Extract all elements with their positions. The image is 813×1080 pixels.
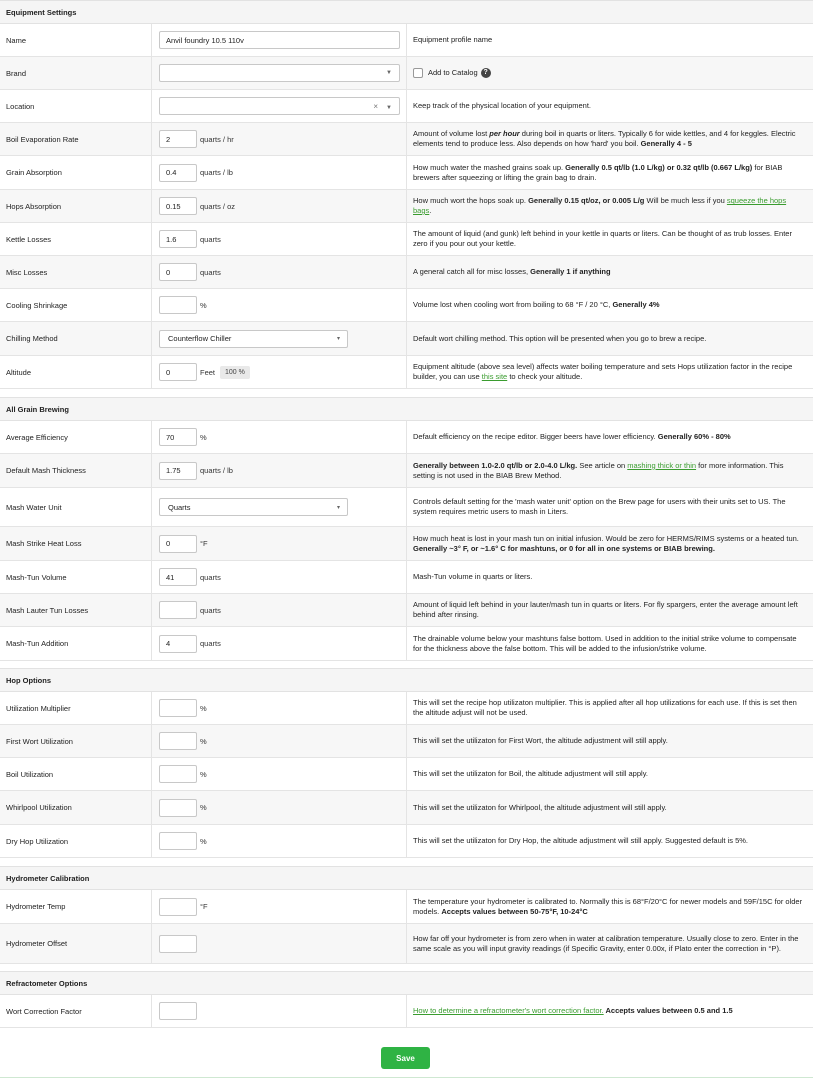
row-name [0, 24, 813, 57]
hydrometer-offset-input[interactable] [159, 935, 197, 953]
desc-mash-tun-volume: Mash-Tun volume in quarts or liters. [413, 572, 533, 582]
desc-lauter-losses: Amount of liquid left behind in your lauter/mash tun in quarts or liters. For fly spargers, enter the average amount left behind after rinsing. [413, 600, 798, 619]
label-name: Name [0, 24, 152, 56]
brand-select[interactable] [159, 64, 400, 82]
row-chilling-method [0, 322, 813, 356]
desc-average-efficiency: Default efficiency on the recipe editor. Bigger beers have lower efficiency. Generally 60% - 80% [413, 432, 731, 442]
average-efficiency-input[interactable]: 70 [159, 428, 197, 446]
help-icon[interactable]: ? [481, 68, 491, 78]
boil-evaporation-input[interactable]: 2 [159, 130, 197, 148]
desc-utilization-multiplier: This will set the recipe hop utilizaton multiplier. This is applied after all hop utilizations for each use. If this is set then the altitude adjust will not be used. [413, 698, 797, 717]
chevron-down-icon: ▼ [386, 70, 392, 76]
desc-altitude: Equipment altitude (above sea level) affects water boiling temperature and sets Hops utilization factor in the recipe builder, you can use this site to check your altitude. [413, 362, 793, 381]
row-kettle-losses: Kettle Losses 1.6 quarts The amount of liquid (and gunk) left behind in your kettle in quarts or liters. Can be thought of as trub losses. Enter zero if you pour out your kettle. [0, 223, 813, 256]
desc-mash-water-unit: Controls default setting for the 'mash water unit' option on the Brew page for users with their units set to US. The system requires metric users to mash in Liters. [413, 497, 786, 516]
misc-losses-input[interactable]: 0 [159, 263, 197, 281]
section-refractometer-options: Refractometer Options [0, 971, 813, 995]
label-boil-evaporation: Boil Evaporation Rate [0, 123, 152, 155]
desc-chilling-method: Default wort chilling method. This option will be presented when you go to brew a recipe. [413, 333, 707, 343]
desc-dry-hop-utilization: This will set the utilizaton for Dry Hop, the altitude adjustment will still apply. Suggested default is 5%. [413, 836, 749, 846]
label-hydrometer-temp: Hydrometer Temp [0, 890, 152, 923]
row-lauter-losses: Mash Lauter Tun Losses quarts Amount of liquid left behind in your lauter/mash tun in quarts or liters. For fly spargers, enter the average amount left behind after rinsing. [0, 594, 813, 627]
wort-correction-link[interactable]: How to determine a refractometer's wort correction factor. [413, 1006, 604, 1016]
label-chilling-method: Chilling Method [0, 322, 152, 355]
row-misc-losses: Misc Losses 0 quarts A general catch all for misc losses, Generally 1 if anything [0, 256, 813, 289]
chevron-down-icon: ▾ [336, 336, 340, 342]
desc-hydrometer-offset: How far off your hydrometer is from zero when in water at calibration temperature. Usually close to zero. Enter in the same scale as you will input gravity readings (if Specific Gravity, enter 0.00x, if Plato enter the correction in °P). [413, 933, 799, 953]
mash-water-unit-select[interactable]: Quarts ▾ [159, 498, 348, 516]
add-to-catalog-label: Add to Catalog [428, 68, 478, 78]
row-cooling-shrinkage: Cooling Shrinkage % Volume lost when cooling wort from boiling to 68 °F / 20 °C, Generally 4% [0, 289, 813, 322]
hops-absorption-input[interactable]: 0.15 [159, 197, 197, 215]
row-average-efficiency: Average Efficiency 70 % Default efficiency on the recipe editor. Bigger beers have lower efficiency. Generally 60% - 80% [0, 421, 813, 454]
desc-boil-evaporation: Amount of volume lost per hour during boil in quarts or liters. Typically 6 for wide kettles, and 4 for keggles. Electric elements tend to produce less. Also depends on how 'hard' you boil. Generally 4 - 5 [413, 129, 796, 148]
section-equipment-settings: Equipment Settings [0, 0, 813, 24]
hydrometer-temp-input[interactable] [159, 898, 197, 916]
label-cooling-shrinkage: Cooling Shrinkage [0, 289, 152, 321]
row-hydrometer-offset [0, 924, 813, 964]
desc-mash-thickness: Generally between 1.0-2.0 qt/lb or 2.0-4.0 L/kg. See article on mashing thick or thin for more information. This setting is not used in the BIAB Brew Method. [413, 460, 784, 480]
desc-wort-correction-factor: How to determine a refractometer's wort correction factor. Accepts values between 0.5 and 1.5 [413, 1006, 733, 1016]
wort-correction-factor-input[interactable] [159, 1002, 197, 1020]
label-misc-losses: Misc Losses [0, 256, 152, 288]
desc-first-wort-utilization: This will set the utilizaton for First Wort, the altitude adjustment will still apply. [413, 736, 668, 746]
strike-heat-loss-input[interactable]: 0 [159, 535, 197, 553]
row-hops-absorption: Hops Absorption 0.15 quarts / oz How much wort the hops soak up. Generally 0.15 qt/oz, or 0.005 L/g Will be much less if you squeeze the hops bags. [0, 190, 813, 223]
add-to-catalog-checkbox[interactable] [413, 68, 423, 78]
section-hop-options: Hop Options [0, 668, 813, 692]
label-boil-utilization: Boil Utilization [0, 758, 152, 790]
label-brand: Brand [0, 57, 152, 89]
label-location: Location [0, 90, 152, 122]
location-select[interactable] [159, 97, 400, 115]
row-mash-tun-volume: Mash-Tun Volume 41 quarts Mash-Tun volume in quarts or liters. [0, 561, 813, 594]
row-mash-tun-addition: Mash-Tun Addition 4 quarts The drainable volume below your mashtuns false bottom. Used in addition to the initial strike volume to compensate for the thickness above the false bottom. This will be added to the infusion/strike volume. [0, 627, 813, 661]
mash-tun-volume-input[interactable]: 41 [159, 568, 197, 586]
mash-thickness-input[interactable]: 1.75 [159, 462, 197, 480]
label-wort-correction-factor: Wort Correction Factor [0, 995, 152, 1027]
mash-tun-addition-input[interactable]: 4 [159, 635, 197, 653]
row-whirlpool-utilization: Whirlpool Utilization % This will set the utilizaton for Whirlpool, the altitude adjustment will still apply. [0, 791, 813, 825]
label-mash-water-unit: Mash Water Unit [0, 488, 152, 526]
label-mash-thickness: Default Mash Thickness [0, 454, 152, 487]
divider [0, 1077, 813, 1078]
label-average-efficiency: Average Efficiency [0, 421, 152, 453]
label-dry-hop-utilization: Dry Hop Utilization [0, 825, 152, 857]
desc-boil-utilization: This will set the utilizaton for Boil, the altitude adjustment will still apply. [413, 769, 648, 779]
row-mash-water-unit [0, 488, 813, 527]
altitude-utilization-badge: 100 % [220, 366, 250, 379]
label-utilization-multiplier: Utilization Multiplier [0, 692, 152, 724]
row-boil-utilization: Boil Utilization % This will set the utilizaton for Boil, the altitude adjustment will still apply. [0, 758, 813, 791]
label-lauter-losses: Mash Lauter Tun Losses [0, 594, 152, 626]
clear-icon[interactable]: × [373, 101, 379, 111]
row-mash-thickness: Default Mash Thickness 1.75 quarts / lb Generally between 1.0-2.0 qt/lb or 2.0-4.0 L/kg. See article on mashing thick or thin for more information. This setting is not used in the BIAB Brew Method. [0, 454, 813, 488]
desc-cooling-shrinkage: Volume lost when cooling wort from boiling to 68 °F / 20 °C, Generally 4% [413, 300, 660, 310]
desc-hydrometer-temp: The temperature your hydrometer is calibrated to. Normally this is 68°F/20°C for newer models and 59F/15C for older models. Accepts values between 50-75°F, 10-24°C [413, 896, 803, 916]
section-hydrometer-calibration: Hydrometer Calibration [0, 866, 813, 890]
desc-location: Keep track of the physical location of your equipment. [413, 101, 592, 111]
row-first-wort-utilization: First Wort Utilization % This will set the utilizaton for First Wort, the altitude adjustment will still apply. [0, 725, 813, 758]
desc-name: Equipment profile name [413, 35, 493, 45]
label-kettle-losses: Kettle Losses [0, 223, 152, 255]
label-mash-tun-addition: Mash-Tun Addition [0, 627, 152, 660]
grain-absorption-input[interactable]: 0.4 [159, 164, 197, 182]
row-grain-absorption: Grain Absorption 0.4 quarts / lb How much water the mashed grains soak up. Generally 0.5 qt/lb (1.0 L/kg) or 0.32 qt/lb (0.667 L/kg) for BIAB brewers after squeezing or lifting the grain bag to drain. [0, 156, 813, 190]
desc-kettle-losses: The amount of liquid (and gunk) left behind in your kettle in quarts or liters. Can be thought of as trub losses. Enter zero if you pour out your kettle. [413, 229, 792, 248]
row-altitude: Altitude 0 Feet 100 % Equipment altitude (above sea level) affects water boiling temperature and sets Hops utilization factor in the recipe builder, you can use this site to check your altitude. [0, 356, 813, 389]
row-hydrometer-temp: Hydrometer Temp °F The temperature your hydrometer is calibrated to. Normally this is 68°F/20°C for newer models and 59F/15C for older models. Accepts values between 50-75°F, 10-24°C [0, 890, 813, 924]
save-button[interactable]: Save [381, 1047, 430, 1069]
row-utilization-multiplier: Utilization Multiplier % This will set the recipe hop utilizaton multiplier. This is applied after all hop utilizations for each use. If this is set then the altitude adjust will not be used. [0, 692, 813, 725]
chilling-method-select[interactable]: Counterflow Chiller ▾ [159, 330, 348, 348]
chevron-down-icon: ▼ [386, 104, 392, 111]
row-strike-heat-loss: Mash Strike Heat Loss 0 °F How much heat is lost in your mash tun on initial infusion. Would be zero for HERMS/RIMS systems or a heated tun. Generally ~3° F, or ~1.6° C for mashtuns, or 0 for all in one systems or BIAB brewing. [0, 527, 813, 561]
chevron-down-icon: ▾ [336, 504, 340, 511]
desc-grain-absorption: How much water the mashed grains soak up. Generally 0.5 qt/lb (1.0 L/kg) or 0.32 qt/lb (0.667 L/kg) for BIAB brewers after squeezing or lifting the grain bag to drain. [413, 162, 783, 182]
desc-mash-tun-addition: The drainable volume below your mashtuns false bottom. Used in addition to the initial strike volume to compensate for the thickness above the false bottom. This will be added to the infusion/strike volume. [413, 633, 797, 653]
label-altitude: Altitude [0, 356, 152, 388]
name-input[interactable]: Anvil foundry 10.5 110v [159, 31, 400, 49]
label-strike-heat-loss: Mash Strike Heat Loss [0, 527, 152, 560]
boil-utilization-input[interactable] [159, 765, 197, 783]
altitude-input[interactable]: 0 [159, 363, 197, 381]
first-wort-utilization-input[interactable] [159, 732, 197, 750]
utilization-multiplier-input[interactable] [159, 699, 197, 717]
desc-misc-losses: A general catch all for misc losses, Generally 1 if anything [413, 267, 611, 277]
label-mash-tun-volume: Mash-Tun Volume [0, 561, 152, 593]
cooling-shrinkage-input[interactable] [159, 296, 197, 314]
whirlpool-utilization-input[interactable] [159, 799, 197, 817]
desc-whirlpool-utilization: This will set the utilizaton for Whirlpool, the altitude adjustment will still apply. [413, 802, 667, 812]
row-boil-evaporation: Boil Evaporation Rate 2 quarts / hr Amount of volume lost per hour during boil in quarts or liters. Typically 6 for wide kettles, and 4 for keggles. Electric elements tend to produce less. Also depends on how 'hard' you boil. Generally 4 - 5 [0, 123, 813, 156]
squeeze-hops-link[interactable]: squeeze the hops bags [413, 196, 787, 215]
kettle-losses-input[interactable]: 1.6 [159, 230, 197, 248]
label-hops-absorption: Hops Absorption [0, 190, 152, 222]
row-dry-hop-utilization: Dry Hop Utilization % This will set the utilizaton for Dry Hop, the altitude adjustment will still apply. Suggested default is 5%. [0, 825, 813, 858]
section-all-grain-brewing: All Grain Brewing [0, 397, 813, 421]
lauter-losses-input[interactable] [159, 601, 197, 619]
label-grain-absorption: Grain Absorption [0, 156, 152, 189]
mashing-thick-thin-link[interactable]: mashing thick or thin [627, 460, 697, 470]
label-first-wort-utilization: First Wort Utilization [0, 725, 152, 757]
desc-hops-absorption: How much wort the hops soak up. Generally 0.15 qt/oz, or 0.005 L/g Will be much less if you squeeze the hops bags. [413, 196, 787, 215]
dry-hop-utilization-input[interactable] [159, 832, 197, 850]
row-location [0, 90, 813, 123]
altitude-site-link[interactable]: this site [481, 372, 508, 381]
desc-strike-heat-loss: How much heat is lost in your mash tun on initial infusion. Would be zero for HERMS/RIMS systems or a heated tun. Generally ~3° F, or ~1.6° C for mashtuns, or 0 for all in one systems or BIAB brewing. [413, 533, 799, 553]
row-wort-correction-factor [0, 995, 813, 1028]
row-brand [0, 57, 813, 90]
label-whirlpool-utilization: Whirlpool Utilization [0, 791, 152, 824]
label-hydrometer-offset: Hydrometer Offset [0, 924, 152, 963]
